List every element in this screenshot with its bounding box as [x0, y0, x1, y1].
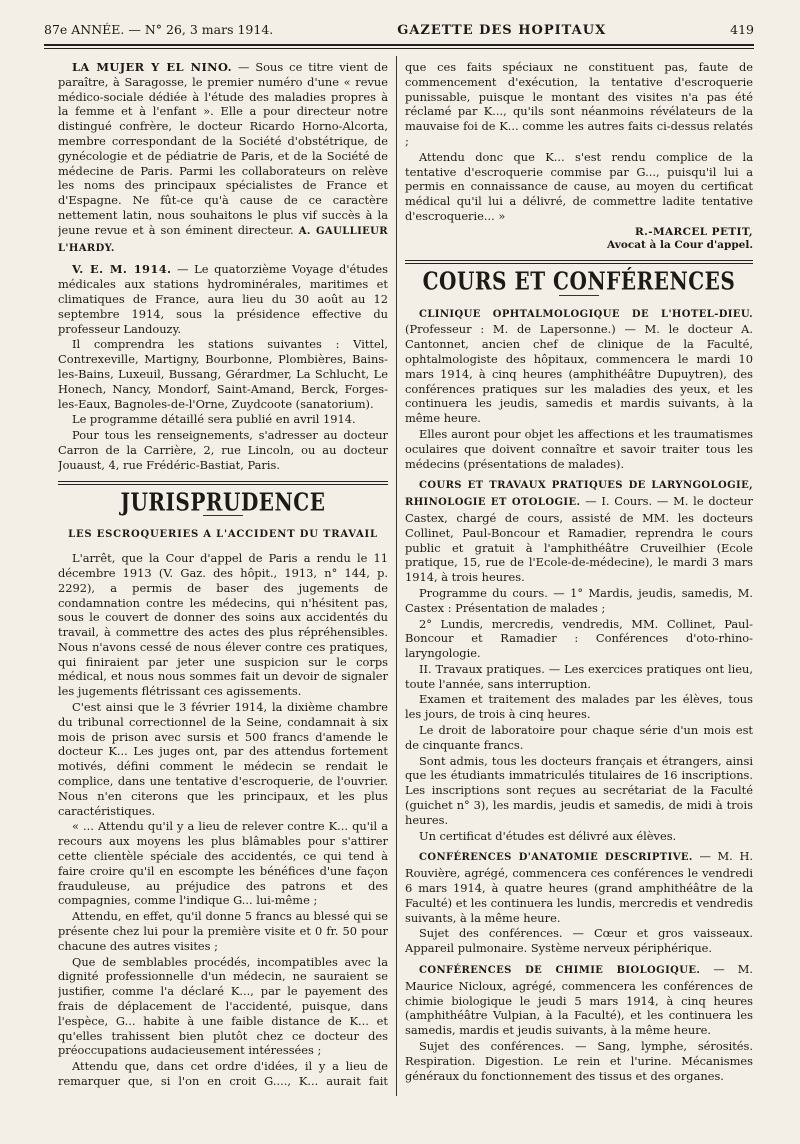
header-page-number: 419 — [730, 22, 754, 37]
jurisprudence-subheading: LES ESCROQUERIES A L'ACCIDENT DU TRAVAIL — [68, 529, 378, 541]
juris-signature — [405, 226, 753, 252]
juris-paragraph-1: L'arrêt, que la Cour d'appel de Paris a rendu le 11 décembre 1913 (V. Gaz. des hôpit., 1913, n° 144, p. 2292), a permis de baser des jugements de condamnation contre les médecins, qui n'hésitent pas, sous le couvert de donner des soins aux accidentés du travail, à commettre des actes des plus répréhensibles. Nous n'avons cessé de nous élever contre ces pratiques, qui finiraient par jeter une suspicion sur le corps médical, et nous nous sommes fait un devoir de signaler les jugements flétrissant ces agissements. — [58, 551, 388, 699]
vem-paragraph — [58, 262, 388, 336]
ophtalmo-text: (Professeur : M. de Lapersonne.) — M. le docteur A. Cantonnet, ancien chef de clinique de la Faculté, ophtalmologiste des hôpitaux, commencera le mardi 10 mars 1914, à cinq heures (amphithéâtre Dupuytren), des conférences pratiques sur les maladies des yeux, et les continuera les jeudis, samedis et mardis suivants, à la même heure. — [405, 322, 753, 426]
laryngo-certificate: Un certificat d'études est délivré aux élèves. — [419, 828, 677, 843]
vem-stations: Il comprendra les stations suivantes : Vittel, Contrexeville, Martigny, Bourbonne, Plombières, Bains-les-Bains, Luxeuil, Bussang, Gérardmer, La Schlucht, Le Honech, Nancy, Mondorf, Saint-Amand, Berck, Forges-les-Eaux, Bagnoles-de-l'Orne, Zuydcoote (sanatorium). — [58, 337, 388, 411]
page-header — [44, 22, 754, 40]
left-column — [58, 60, 388, 1090]
cours-heading: COURS ET CONFÉRENCES — [422, 266, 736, 296]
mujer-paragraph — [58, 60, 388, 256]
chimie-subject: Sujet des conférences. — Sang, lymphe, sérosités. Respiration. Digestion. Le rein et l'urine. Mécanismes généraux du fonctionnement des tissus et des organes. — [405, 1039, 753, 1083]
juris-continued-2: Attendu donc que K... s'est rendu complice de la tentative d'escroquerie commise par G..., puisqu'il lui a permis en connaissance de cause, au moyen du certificat médical qu'il lui a délivré, de commettre ladite tentative d'escroquerie... » — [405, 149, 753, 223]
mujer-signature: A. GAULLIEUR L'HARDY. — [58, 225, 388, 254]
anatomie-paragraph — [405, 849, 753, 925]
signature-name: R.-MARCEL PETIT, — [635, 225, 753, 238]
juris-paragraph-3: « ... Attendu qu'il y a lieu de relever contre K... qu'il a recours aux moyens les plus blâmables pour s'attirer cette clientèle spéciale des accidentés, ce qui tend à faire croire qu'il en escompte les bénéfices d'une façon frauduleuse, au préjudice des patrons et des compagnies, comme l'indique G... lui-même ; — [58, 819, 388, 908]
header-title: GAZETTE DES HOPITAUX — [397, 23, 607, 38]
header-rule — [44, 44, 754, 46]
laryngo-text: — I. Cours. — M. le docteur Castex, chargé de cours, assisté de MM. les docteurs Collinet, Paul-Boncour et Ramadier, reprendra le cours public et gratuit à l'amphithéâtre Cruveilhier (Ecole pratique, 15, rue de l'Ecole-de-médecine), le mardi 3 mars 1914, à trois heures. — [405, 494, 753, 585]
chimie-text: — M. Maurice Nicloux, agrégé, commencera les conférences de chimie biologique le jeudi 5 mars 1914, à cinq heures (amphithéâtre Vulpian, à la Faculté), et les continuera les samedis, mardis et jeudis suivants, à la même heure. — [405, 962, 753, 1038]
jurisprudence-heading: JURISPRUDENCE — [120, 487, 326, 516]
vem-text: — Le quatorzième Voyage d'études médicales aux stations hydrominérales, maritimes et climatiques de France, aura lieu du 30 août au 12 septembre 1914, sous la présidence effective du professeur Landouzy. — [58, 262, 388, 336]
laryngo-exam: Examen et traitement des malades par les élèves, tous les jours, de trois à cinq heures. — [405, 692, 753, 722]
column-divider — [396, 56, 397, 1096]
juris-paragraph-6: Attendu que, dans cet ordre d'idées, il y a lieu de remarquer que, si l'on en croit G...., K... aurait fait — [58, 1059, 388, 1088]
right-column — [405, 60, 753, 1090]
laryngo-fee: Le droit de laboratoire pour chaque série d'un mois est de cinquante francs. — [405, 723, 753, 752]
juris-paragraph-2: C'est ainsi que le 3 février 1914, la dixième chambre du tribunal correctionnel de la Seine, condamnait à six mois de prison avec sursis et 500 francs d'amende le docteur K... Les juges ont, par des attendus fortement motivés, défini comment le médecin se rendait le complice, dans une tentative d'escroquerie, de l'ouvrier. Nous n'en citerons que les principaux, et les plus caractéristiques. — [58, 700, 388, 818]
juris-continued-1: que ces faits spéciaux ne constituent pas, faute de commencement d'exécution, la tentative d'escroquerie punissable, puisque le montant des visites n'a pas été réclamé par K..., qu'ils sont néanmoins révélateurs de la mauvaise foi de K... comme les autres faits ci-dessus relatés ; — [405, 60, 753, 148]
section-rule-right — [405, 260, 753, 264]
ophtalmo-objective: Elles auront pour objet les affections et les traumatismes oculaires que doivent connaître et savoir traiter tous les médecins (présentations de malades). — [405, 426, 753, 471]
chimie-lead: CONFÉRENCES DE CHIMIE BIOLOGIQUE. — [419, 965, 701, 977]
laryngo-program-2: 2° Lundis, mercredis, vendredis, MM. Collinet, Paul-Boncour et Ramadier : Conférences d'oto-rhino-laryngologie. — [405, 616, 753, 661]
mujer-lead: LA MUJER Y EL NINO. — [72, 60, 233, 74]
anatomie-subject: Sujet des conférences. — Cœur et gros vaisseaux. Appareil pulmonaire. Système nerveux périphérique. — [405, 926, 753, 956]
signature-role: Avocat à la Cour d'appel. — [607, 238, 753, 251]
vem-lead: V. E. M. 1914. — [72, 262, 172, 277]
laryngo-admission: Sont admis, tous les docteurs français et étrangers, ainsi que les étudiants immatriculés titulaires de 16 inscriptions. Les inscriptions sont reçues au secrétariat de la Faculté (guichet n° 3), les mardis, jeudis et samedis, de midi à trois heures. — [405, 753, 753, 827]
section-rule — [58, 481, 388, 485]
anatomie-lead: CONFÉRENCES D'ANATOMIE DESCRIPTIVE. — [419, 852, 693, 864]
header-rule-thin — [44, 48, 754, 49]
laryngo-paragraph — [405, 477, 753, 585]
ophtalmo-lead: CLINIQUE OPHTALMOLOGIQUE DE L'HOTEL-DIEU. — [419, 308, 753, 320]
vem-program: Le programme détaillé sera publié en avril 1914. — [72, 412, 356, 427]
juris-paragraph-5: Que de semblables procédés, incompatibles avec la dignité professionnelle d'un médecin, ne sauraient se justifier, comme l'a déclaré K..., par le payement des frais de déplacement de l'accidenté, puisque, dans l'espèce, G... habite à une faible distance de K... et qu'elles trahissent bien plutôt chez ce docteur des préoccupations audacieusement intéressées ; — [58, 954, 388, 1058]
anatomie-text: — M. H. Rouvière, agrégé, commencera ces conférences le vendredi 6 mars 1914, à quatre heures (grand amphithéâtre de la Faculté) et les continuera les lundis, mercredis et vendredis suivants, à la même heure. — [405, 849, 753, 925]
mujer-text: — Sous ce titre vient de paraître, à Saragosse, le premier numéro d'une « revue médico-sociale dédiée à l'étude des maladies propres à la femme et à l'enfant ». Elle a pour directeur notre distingué confrère, le docteur Ricardo Horno-Alcorta, membre correspondant de la Société d'obstétrique, de gynécologie et de pédiatrie de Paris, et de la Société de médecine de Paris. Parmi les collaborateurs on relève les noms des principaux spécialistes de France et d'Espagne. Ne fût-ce qu'à cause de ce caractère nettement latin, nous souhaitons le plus vif succès à la jeune revue et à son éminent directeur. — [58, 60, 388, 237]
vem-contact: Pour tous les renseignements, s'adresser au docteur Carron de la Carrière, 2, rue Lincoln, ou au docteur Jouaust, 4, rue Frédéric-Bastiat, Paris. — [58, 428, 388, 472]
laryngo-program: Programme du cours. — 1° Mardis, jeudis, samedis, M. Castex : Présentation de malades ; — [405, 585, 753, 615]
ophtalmo-paragraph — [405, 306, 753, 426]
laryngo-practice: II. Travaux pratiques. — Les exercices pratiques ont lieu, toute l'année, sans interruption. — [405, 661, 753, 691]
juris-paragraph-4: Attendu, en effet, qu'il donne 5 francs au blessé qui se présente chez lui pour la première visite et 0 fr. 50 pour chacune des autres visites ; — [58, 909, 388, 953]
laryngo-lead: COURS ET TRAVAUX PRATIQUES DE LARYNGOLOGIE, RHINOLOGIE ET OTOLOGIE. — [405, 480, 753, 509]
header-issue: 87e ANNÉE. — N° 26, 3 mars 1914. — [44, 22, 274, 37]
chimie-paragraph — [405, 962, 753, 1038]
